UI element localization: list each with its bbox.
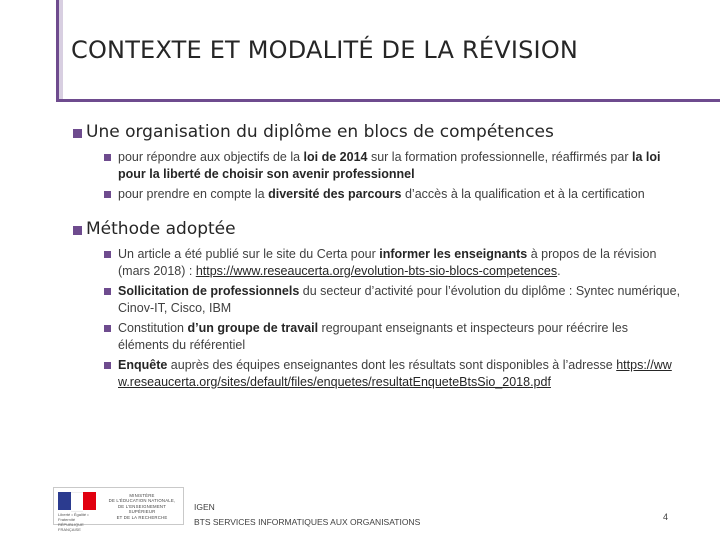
list-item xyxy=(104,283,682,317)
slide-title: CONTEXTE ET MODALITÉ DE LA RÉVISION xyxy=(71,36,579,64)
list-item xyxy=(104,357,682,391)
section-heading-organisation xyxy=(72,122,682,143)
certa-article-link[interactable]: https://www.reseaucerta.org/evolution-bts-sio-blocs-competences xyxy=(195,264,558,278)
page-number: 4 xyxy=(663,512,669,522)
item-text-bold: d’un groupe de travail xyxy=(187,321,319,335)
item-text: . xyxy=(557,264,561,278)
survey-results-link[interactable]: https://www.reseaucerta.org/sites/default/files/enquetes/resultatEnqueteBtsSio_2018.pdf xyxy=(118,358,672,389)
section-items-organisation xyxy=(104,149,682,203)
square-bullet-icon xyxy=(104,325,111,332)
item-text: pour prendre en compte la xyxy=(118,187,269,201)
square-bullet-icon xyxy=(73,226,82,235)
republique-francaise-text: Liberté • Égalité • Fraternité RÉPUBLIQUE FRANÇAISE xyxy=(58,512,89,532)
item-text: sur la formation professionnelle, réaffirmés par xyxy=(367,150,632,164)
list-item xyxy=(104,186,682,203)
square-bullet-icon xyxy=(104,154,111,161)
list-item xyxy=(104,149,682,183)
item-text: regroupant enseignants et inspecteurs pour réécrire les éléments du référentiel xyxy=(118,321,628,352)
item-text-bold: Enquête xyxy=(118,358,168,372)
item-text-bold: informer les enseignants xyxy=(379,247,528,261)
footer-text xyxy=(194,500,420,530)
item-text: d’accès à la qualification et à la certification xyxy=(401,187,645,201)
square-bullet-icon xyxy=(73,129,82,138)
section-heading-methode xyxy=(72,219,682,240)
footer-label: BTS SERVICES INFORMATIQUES AUX ORGANISATIONS xyxy=(194,517,421,527)
square-bullet-icon xyxy=(104,362,111,369)
item-text-bold: Sollicitation de professionnels xyxy=(118,284,300,298)
title-frame-horizontal-line xyxy=(56,99,720,102)
list-item xyxy=(104,320,682,354)
item-text: à propos de la révision (mars 2018) : xyxy=(118,247,657,278)
ministry-name-text: MINISTÈRE DE L’ÉDUCATION NATIONALE, DE L’ENSEIGNEMENT SUPÉRIEUR ET DE LA RECHERCHE xyxy=(108,493,176,520)
footer-org: IGEN xyxy=(194,502,215,512)
square-bullet-icon xyxy=(104,191,111,198)
ministry-logo xyxy=(53,487,184,532)
item-text: pour répondre aux objectifs de la xyxy=(118,150,304,164)
item-text: Un article a été publié sur le site du Certa pour xyxy=(118,247,380,261)
list-item xyxy=(104,246,682,280)
section-heading-text: Méthode adoptée xyxy=(86,219,236,239)
item-text-bold: la loi pour la liberté de choisir son avenir professionnel xyxy=(118,150,661,181)
item-text: auprès des équipes enseignantes dont les résultats sont disponibles à l’adresse xyxy=(167,358,617,372)
section-items-methode xyxy=(104,246,682,391)
item-text-bold: diversité des parcours xyxy=(268,187,402,201)
item-text: du secteur d’activité pour l’évolution du diplôme : Syntec numérique, Cinov-IT, Cisco, IBM xyxy=(118,284,681,315)
french-flag-icon xyxy=(58,492,96,510)
item-text-bold: loi de 2014 xyxy=(303,150,368,164)
title-frame-shadow xyxy=(59,0,63,99)
square-bullet-icon xyxy=(104,288,111,295)
slide-content xyxy=(72,122,682,394)
square-bullet-icon xyxy=(104,251,111,258)
item-text: Constitution xyxy=(118,321,188,335)
section-heading-text: Une organisation du diplôme en blocs de compétences xyxy=(86,122,554,142)
